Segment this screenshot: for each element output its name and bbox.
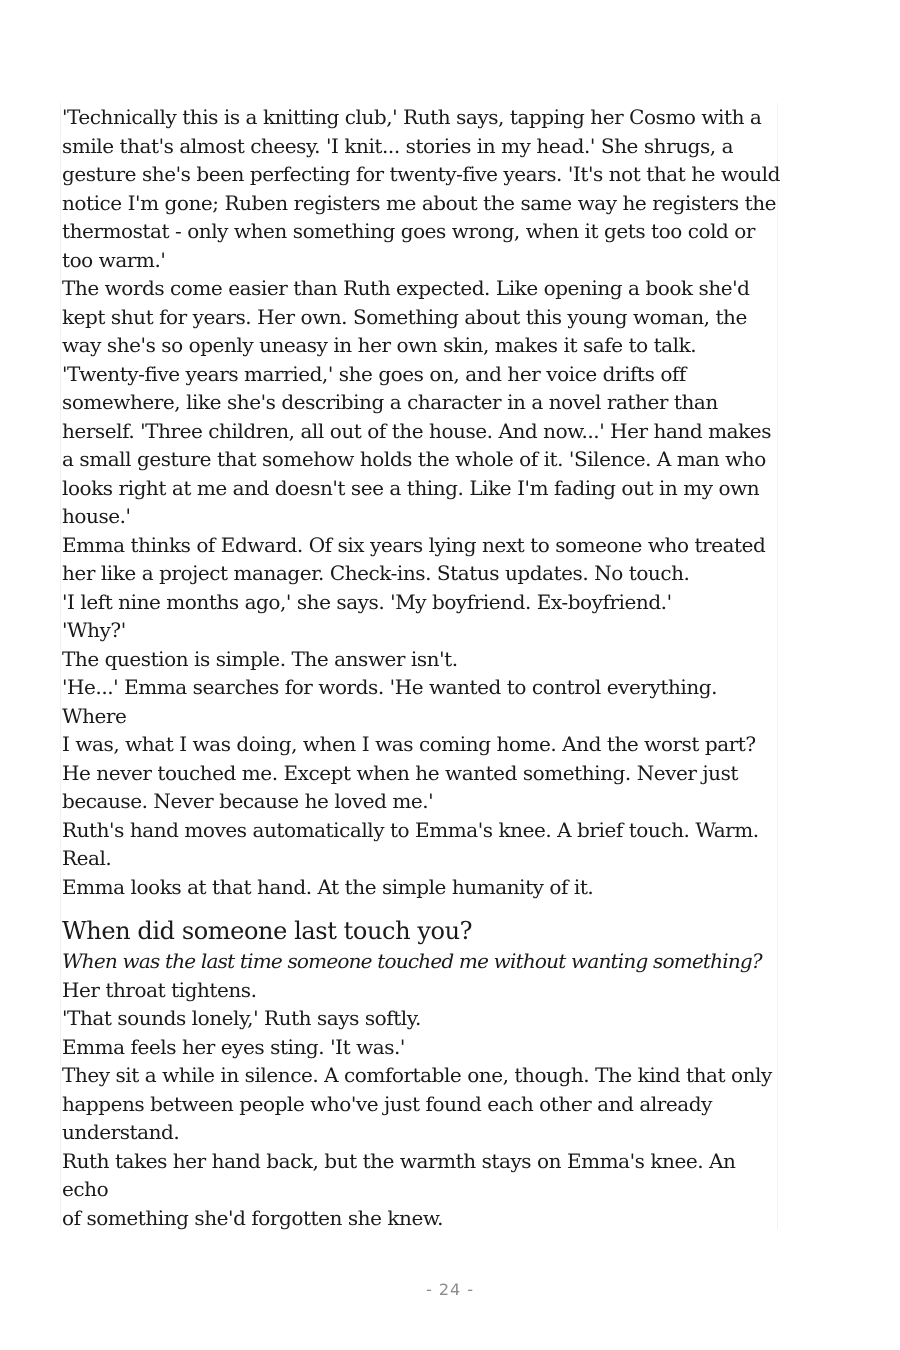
paragraph: The question is simple. The answer isn't. [62,646,458,671]
paragraph: Her throat tightens. [62,977,257,1002]
paragraph: Emma thinks of Edward. Of six years lying next to someone who treated her like a project manager. Check-ins. Status updates. No touch. [62,532,766,585]
paragraph: 'Why?' [62,618,126,642]
paragraph: Ruth takes her hand back, but the warmth stays on Emma's knee. An echo of something she'd forgotten she knew. [62,1148,736,1230]
paragraph: 'That sounds lonely,' Ruth says softly. [62,1006,421,1030]
italic-thought: When was the last time someone touched me without wanting something? [62,949,762,973]
paragraph: 'I left nine months ago,' she says. 'My boyfriend. Ex-boyfriend.' [62,589,672,614]
document-body [62,103,782,1232]
paragraph: Emma feels her eyes sting. 'It was.' [62,1034,405,1059]
paragraph: Emma looks at that hand. At the simple humanity of it. [62,874,594,899]
paragraph: The words come easier than Ruth expected. Like opening a book she'd kept shut for years. Her own. Something about this young woman, the way she's so openly uneasy in her own skin, makes it safe to talk. [62,276,750,357]
paragraph: 'Twenty-five years married,' she goes on, and her voice drifts off somewhere, like she's describing a character in a novel rather than herself. 'Three children, all out of the house. And now...' Her hand makes a small gesture that somehow holds the whole of it. 'Silence. A man who looks right at me and doesn't see a thing. Like I'm fading out in my own house.' [62,361,772,528]
page-number: - 24 - [425,1280,475,1299]
paragraph: 'He...' Emma searches for words. 'He wanted to control everything. Where I was, what I was doing, when I was coming home. And the worst part? He never touched me. Except when he wanted something. Never just because. Never because he loved me.' [62,675,756,813]
section-heading: When did someone last touch you? [62,917,473,945]
paragraph: They sit a while in silence. A comfortable one, though. The kind that only happens between people who've just found each other and already understand. [62,1063,772,1144]
paragraph: Ruth's hand moves automatically to Emma's knee. A brief touch. Warm. Real. [62,817,759,870]
paragraph: 'Technically this is a knitting club,' Ruth says, tapping her Cosmo with a smile that's almost cheesy. 'I knit... stories in my head.' She shrugs, a gesture she's been perfecting for twenty-five years. 'It's not that he would notice I'm gone; Ruben registers me about the same way he registers the thermostat - only when something goes wrong, when it gets too cold or too warm.' [62,105,780,272]
